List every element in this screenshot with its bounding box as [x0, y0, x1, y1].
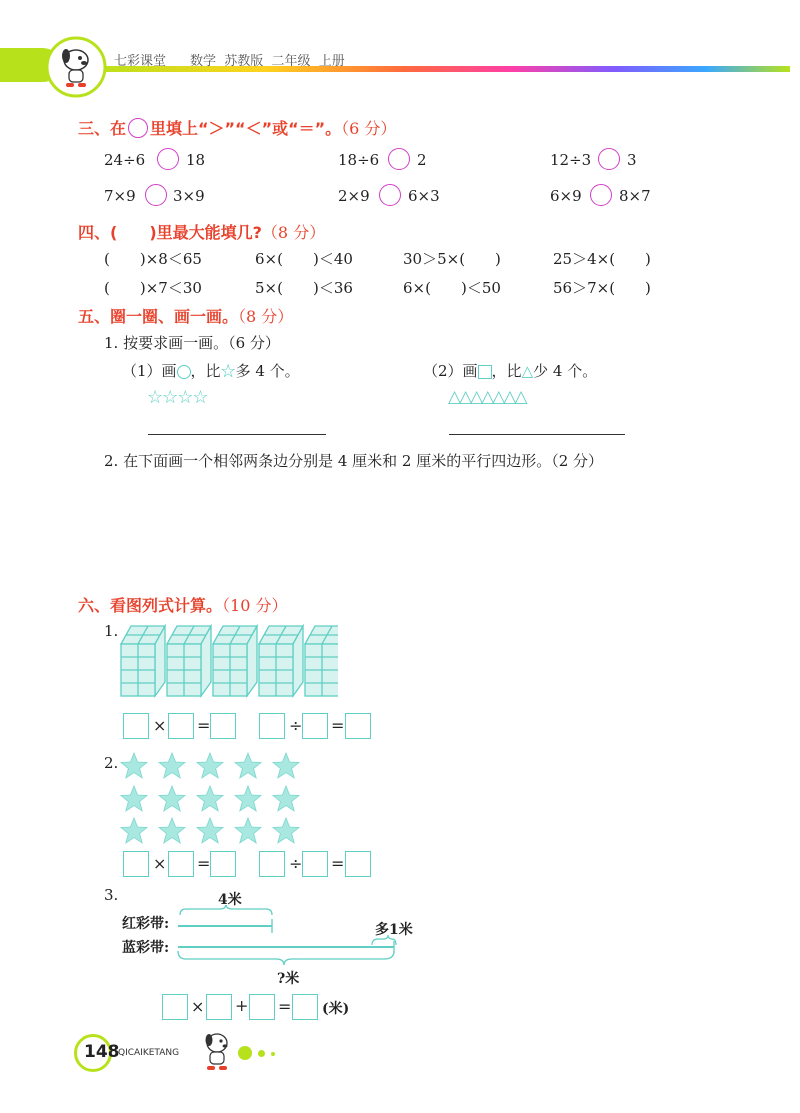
q2-box-6[interactable] — [345, 851, 371, 877]
q3-box-3[interactable] — [249, 994, 275, 1020]
section5-q1b: （2）画 ，比△少 4 个。 — [423, 362, 598, 380]
q1-divide: ÷ — [289, 716, 303, 735]
star-shape-icon: ☆ — [220, 362, 236, 380]
fill-item-1: ( )×8＜65 — [104, 250, 202, 268]
answer-line-2[interactable] — [449, 434, 625, 435]
stars-row: ☆☆☆☆ — [147, 387, 208, 408]
q1-box-4[interactable] — [259, 713, 285, 739]
circle-shape-icon — [177, 365, 191, 379]
q3-top-label: 4米 — [218, 892, 242, 908]
q1-box-1[interactable] — [123, 713, 149, 739]
compare-left-3: 12÷3 — [550, 151, 592, 169]
q1-equals-2: = — [331, 716, 345, 735]
q3-unit: (米) — [322, 1001, 350, 1017]
compare-circle-4[interactable] — [145, 184, 167, 206]
compare-left-5: 2×9 — [338, 187, 370, 205]
section6-title: 六、看图列式计算。（10 分） — [78, 596, 288, 615]
q2-equals-1: = — [197, 854, 211, 873]
q3-number: 3. — [104, 886, 119, 904]
section5-title: 五、圈一圈、画一画。（8 分） — [78, 307, 294, 326]
compare-left-6: 6×9 — [550, 187, 582, 205]
header-subject-info: 数学 苏教版 二年级 上册 — [190, 54, 345, 69]
compare-right-6: 8×7 — [619, 187, 651, 205]
q3-red-label: 红彩带: — [122, 916, 170, 932]
compare-left-4: 7×9 — [104, 187, 136, 205]
compare-circle-1[interactable] — [157, 148, 179, 170]
section5-q1a: （1）画 ，比☆多 4 个。 — [122, 362, 300, 380]
compare-right-5: 6×3 — [408, 187, 440, 205]
q3-box-4[interactable] — [292, 994, 318, 1020]
q3-total-label: ?米 — [277, 971, 300, 987]
compare-right-4: 3×9 — [173, 187, 205, 205]
fill-item-8: 56＞7×( ) — [553, 279, 651, 297]
compare-circle-3[interactable] — [598, 148, 620, 170]
cube-stacks-illustration — [118, 620, 338, 698]
footer-dot-small — [271, 1052, 275, 1056]
q1-equals-1: = — [197, 716, 211, 735]
q2-equals-2: = — [331, 854, 345, 873]
q2-box-4[interactable] — [259, 851, 285, 877]
fill-item-4: 25＞4×( ) — [553, 250, 651, 268]
mascot-dog-icon — [44, 36, 108, 98]
compare-circle-5[interactable] — [379, 184, 401, 206]
q3-equals: = — [278, 997, 292, 1016]
q1-box-6[interactable] — [345, 713, 371, 739]
compare-circle-2[interactable] — [388, 148, 410, 170]
q3-box-2[interactable] — [206, 994, 232, 1020]
compare-right-3: 3 — [627, 151, 637, 169]
page-number: 148 — [84, 1042, 120, 1062]
q3-times: × — [191, 997, 205, 1016]
ribbon-diagram — [176, 905, 398, 969]
compare-left-2: 18÷6 — [338, 151, 380, 169]
fill-item-6: 5×( )＜36 — [255, 279, 353, 297]
q2-box-5[interactable] — [302, 851, 328, 877]
q3-plus: + — [235, 996, 249, 1015]
answer-line-1[interactable] — [148, 434, 326, 435]
q1-times: × — [153, 716, 167, 735]
section4-title: 四、( )里最大能填几?（8 分） — [78, 223, 326, 242]
section5-q2: 2. 在下面画一个相邻两条边分别是 4 厘米和 2 厘米的平行四边形。（2 分） — [104, 452, 604, 470]
header-series: 七彩课堂 — [114, 54, 167, 69]
compare-left-1: 24÷6 — [104, 151, 146, 169]
footer-brand: QICAIKETANG — [118, 1048, 180, 1058]
q1-box-5[interactable] — [302, 713, 328, 739]
compare-right-2: 2 — [417, 151, 427, 169]
fill-item-5: ( )×7＜30 — [104, 279, 202, 297]
q1-box-2[interactable] — [168, 713, 194, 739]
section3-title: 三、在 里填上“＞”“＜”或“＝”。（6 分） — [78, 119, 397, 138]
triangles-row: △△△△△△△ — [448, 387, 526, 407]
compare-right-1: 18 — [186, 151, 206, 169]
q2-times: × — [153, 854, 167, 873]
q1-box-3[interactable] — [210, 713, 236, 739]
q3-box-1[interactable] — [162, 994, 188, 1020]
title-circle-icon — [128, 118, 148, 138]
section5-q1: 1. 按要求画一画。（6 分） — [104, 334, 280, 352]
q3-extra-label: 多1米 — [375, 922, 413, 938]
triangle-shape-icon: △ — [521, 362, 534, 380]
q1-number: 1. — [104, 622, 119, 640]
q3-blue-label: 蓝彩带: — [122, 940, 170, 956]
compare-circle-6[interactable] — [590, 184, 612, 206]
stars-grid-illustration — [118, 750, 308, 846]
fill-item-2: 6×( )＜40 — [255, 250, 353, 268]
square-shape-icon — [478, 365, 492, 379]
q2-divide: ÷ — [289, 854, 303, 873]
fill-item-3: 30＞5×( ) — [403, 250, 501, 268]
q2-box-1[interactable] — [123, 851, 149, 877]
q2-box-3[interactable] — [210, 851, 236, 877]
footer-mascot-icon — [198, 1030, 236, 1076]
fill-item-7: 6×( )＜50 — [403, 279, 501, 297]
footer-dot-large — [238, 1046, 252, 1060]
q2-box-2[interactable] — [168, 851, 194, 877]
q2-number: 2. — [104, 754, 119, 772]
footer-dot-medium — [258, 1050, 265, 1057]
